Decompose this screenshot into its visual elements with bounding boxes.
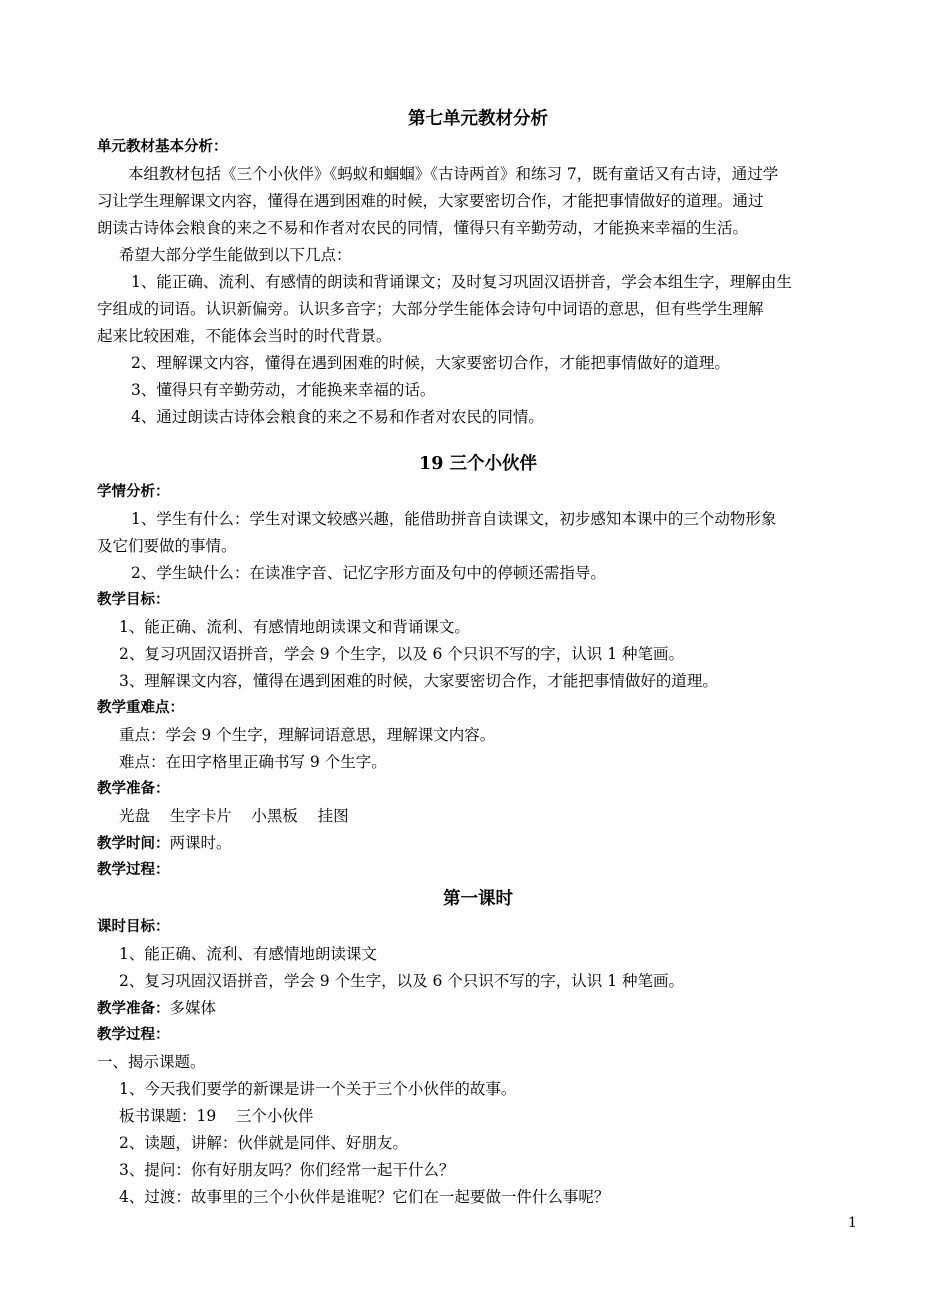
list-item: 2、理解课文内容，懂得在遇到困难的时候，大家要密切合作，才能把事情做好的道理。: [131, 354, 730, 372]
paragraph-line: 习让学生理解课文内容，懂得在遇到困难的时候，大家要密切合作，才能把事情做好的道理。通过: [97, 192, 764, 210]
period-process-heading: 教学过程：: [97, 1027, 170, 1043]
paragraph-line: 希望大部分学生能做到以下几点：: [119, 246, 352, 264]
time-line: [97, 830, 859, 857]
list-item-continued: 起来比较困难，不能体会当时的时代背景。: [97, 327, 392, 345]
section-gap: [97, 431, 859, 449]
period-prep-heading: 教学准备：: [97, 1001, 170, 1017]
list-item: 板书课题：19 三个小伙伴: [119, 1107, 314, 1125]
list-item: 3、理解课文内容，懂得在遇到困难的时候，大家要密切合作，才能把事情做好的道理。: [119, 672, 718, 690]
paragraph-line: 及它们要做的事情。: [97, 537, 237, 555]
list-item: 2、复习巩固汉语拼音，学会 9 个生字，以及 6 个只识不写的字，认识 1 种笔画。: [119, 972, 685, 990]
list-item: 2、读题，讲解：伙伴就是同伴、好朋友。: [119, 1134, 408, 1152]
list-item: 2、复习巩固汉语拼音，学会 9 个生字，以及 6 个只识不写的字，认识 1 种笔画。: [119, 645, 685, 663]
step-heading: 一、揭示课题。: [97, 1053, 206, 1071]
prep-heading: 教学准备：: [97, 781, 170, 797]
paragraph-line: 1、学生有什么：学生对课文较感兴趣，能借助拼音自读课文，初步感知本课中的三个动物形象: [131, 510, 777, 528]
paragraph-line: 2、学生缺什么：在读准字音、记忆字形方面及句中的停顿还需指导。: [131, 564, 606, 582]
time-heading: 教学时间：: [97, 836, 170, 852]
list-item: 难点：在田字格里正确书写 9 个生字。: [119, 753, 387, 771]
time-value: 两课时。: [169, 834, 232, 852]
list-item: 4、通过朗读古诗体会粮食的来之不易和作者对农民的同情。: [131, 408, 544, 426]
list-item: 3、提问：你有好朋友吗？你们经常一起干什么？: [119, 1161, 455, 1179]
list-item: 4、过渡：故事里的三个小伙伴是谁呢？它们在一起要做一件什么事呢？: [119, 1188, 610, 1206]
period-prep-value: 多媒体: [169, 999, 217, 1017]
list-item: 重点：学会 9 个生字，理解词语意思，理解课文内容。: [119, 726, 496, 744]
paragraph-line: 本组教材包括《三个小伙伴》《蚂蚁和蝈蝈》《古诗两首》和练习 7，既有童话又有古诗，通过学: [128, 165, 779, 183]
list-item: 3、懂得只有辛勤劳动，才能换来幸福的话。: [131, 381, 436, 399]
keypoints-heading: 教学重难点：: [97, 700, 184, 716]
paragraph-line: 朗读古诗体会粮食的来之不易和作者对农民的同情，懂得只有辛勤劳动，才能换来幸福的生活。: [97, 219, 749, 237]
prep-items: 光盘 生字卡片 小黑板 挂图: [119, 807, 349, 825]
goals-heading: 教学目标：: [97, 592, 170, 608]
list-item: 1、能正确、流利、有感情地朗读课文和背诵课文。: [119, 618, 470, 636]
process-heading: 教学过程：: [97, 862, 170, 878]
list-item: 1、能正确、流利、有感情地朗读课文: [119, 945, 377, 963]
unit-analysis-heading: 单元教材基本分析：: [97, 139, 228, 155]
list-item-continued: 字组成的词语。认识新偏旁。认识多音字；大部分学生能体会诗句中词语的意思，但有些学生理解: [97, 300, 764, 318]
student-analysis-heading: 学情分析：: [97, 484, 170, 500]
unit-title: 第七单元教材分析: [408, 109, 548, 129]
period-prep-line: [97, 995, 859, 1022]
list-item: 1、今天我们要学的新课是讲一个关于三个小伙伴的故事。: [119, 1080, 517, 1098]
lesson-title: 19 三个小伙伴: [419, 454, 537, 474]
document-page: [97, 104, 859, 1211]
period-title: 第一课时: [443, 889, 513, 909]
list-item: 1、能正确、流利、有感情的朗读和背诵课文；及时复习巩固汉语拼音，学会本组生字，理解由生: [131, 273, 792, 291]
period-goal-heading: 课时目标：: [97, 919, 170, 935]
page-number: 1: [848, 1215, 857, 1231]
